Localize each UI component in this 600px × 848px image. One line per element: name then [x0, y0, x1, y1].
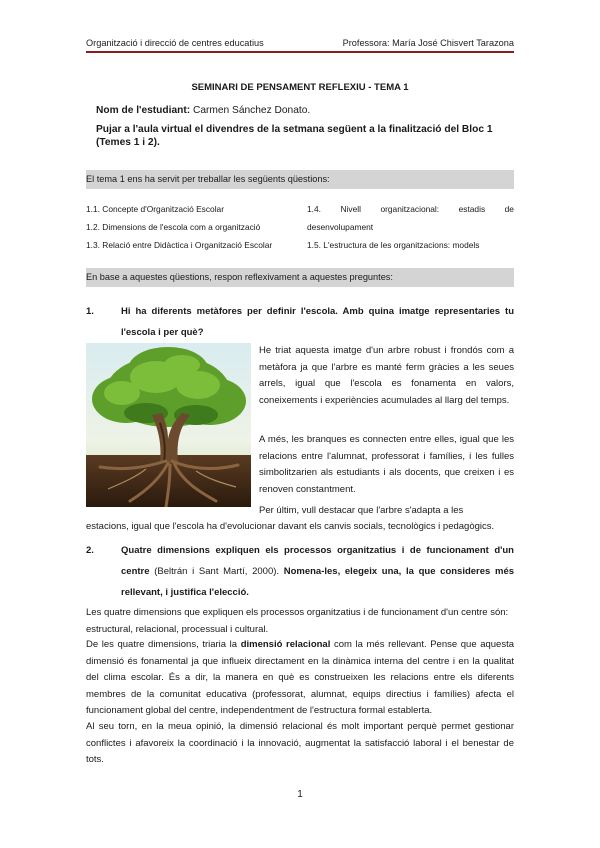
header-rule [86, 51, 514, 53]
topic-item [307, 200, 514, 218]
answer-paragraph [86, 637, 514, 720]
question-text-part: Quatre dimensions expliquen els processos organitzatius i de funcionament d'un centre [121, 545, 514, 577]
topic-word: Nivell [340, 204, 361, 214]
answer-text: De les quatre dimensions, triaria la [86, 639, 238, 650]
student-label: Nom de l'estudiant: [96, 105, 191, 116]
question-number: 1. [86, 306, 94, 317]
document-title: SEMINARI DE PENSAMENT REFLEXIU - TEMA 1 [191, 82, 409, 93]
topic-item: 1.1. Concepte d'Organització Escolar [86, 204, 224, 214]
teacher-name: Professora: María José Chisvert Tarazona [342, 38, 514, 48]
answer-paragraph: Per últim, vull destacar que l'arbre s'adapta a les [259, 505, 464, 516]
answer-paragraph: Al seu torn, en la meua opinió, la dimensió relacional és molt important perquè permet gestionar conflictes i afavoreix la coordinació i la innovació, augmentat la satisfacció laboral i el benestar de tots. [86, 721, 514, 766]
answer-paragraph: A més, les branques es connecten entre elles, igual que les relacions entre l'alumnat, professorat i famílies, i les fulles simbolitzarien als estudiants i als docents, que creixen i es renoven constantment. [259, 434, 514, 495]
tree-image [86, 343, 251, 507]
question-text-part: Nomena-les, elegeix una, la que consideres més rellevant, i justifica l'elecció. [121, 566, 515, 598]
course-name: Organització i direcció de centres educatius [86, 38, 264, 48]
topic-word: 1.4. [307, 204, 321, 214]
section-bar-topics [86, 170, 514, 189]
student-line [96, 105, 310, 116]
answer-emphasis: dimensió relacional [240, 639, 331, 650]
tree-illustration-icon [86, 343, 251, 507]
answer-paragraph: Les quatre dimensions que expliquen els processos organitzatius i de funcionament d'un centre són: estructural, relacional, processual i cultural. [86, 607, 509, 635]
question-text: Hi ha diferents metàfores per definir l'escola. Amb quina imatge representaries tu l'escola i per què? [121, 306, 514, 338]
answer-paragraph: He triat aquesta imatge d'un arbre robust i frondós com a metàfora ja que l'arbre es manté ferm gràcies a les seues arrels, igual que l'escola es fonamenta en valors, coneixements i experiències acumulades al llarg del temps. [259, 345, 514, 406]
topic-item-continuation: desenvolupament [307, 222, 374, 232]
student-name: Carmen Sánchez Donato. [192, 105, 311, 116]
upload-instructions: Pujar a l'aula virtual el divendres de la setmana següent a la finalització del Bloc 1 (Temes 1 i 2). [96, 124, 493, 148]
topic-item: 1.3. Relació entre Didàctica i Organització Escolar [86, 240, 273, 250]
page-number: 1 [297, 789, 303, 800]
question-text [121, 540, 514, 603]
topic-word: de [504, 204, 514, 214]
question-number: 2. [86, 545, 94, 556]
answer-text: com la més rellevant. Pense que aquesta dimensió és fonamental ja que influeix directament en la dinàmica interna del centre i en la qualitat del clima escolar. És a dir, la manera en què es construeixen les relacions entre els diferents membres de la comunitat educativa (professorat, alumnat, equips directius i famílies) afecta el funcionament global del centre, independentment de l'estructura formal establerta. [86, 639, 515, 717]
section-bar-label: El tema 1 ens ha servit per treballar les següents qüestions: [86, 174, 330, 184]
topic-word: estadis [458, 204, 486, 214]
topic-item: 1.2. Dimensions de l'escola com a organització [86, 222, 261, 232]
section-bar-label: En base a aquestes qüestions, respon reflexivament a aquestes preguntes: [86, 272, 393, 282]
answer-paragraph-continuation: estacions, igual que l'escola ha d'evolucionar davant els canvis socials, tecnològics i pedagògics. [86, 521, 495, 532]
topic-word: organitzacional: [380, 204, 440, 214]
topic-item: 1.5. L'estructura de les organitzacions: models [307, 240, 480, 250]
question-citation: (Beltrán i Sant Martí, 2000). [154, 566, 280, 577]
section-bar-questions [86, 268, 514, 287]
